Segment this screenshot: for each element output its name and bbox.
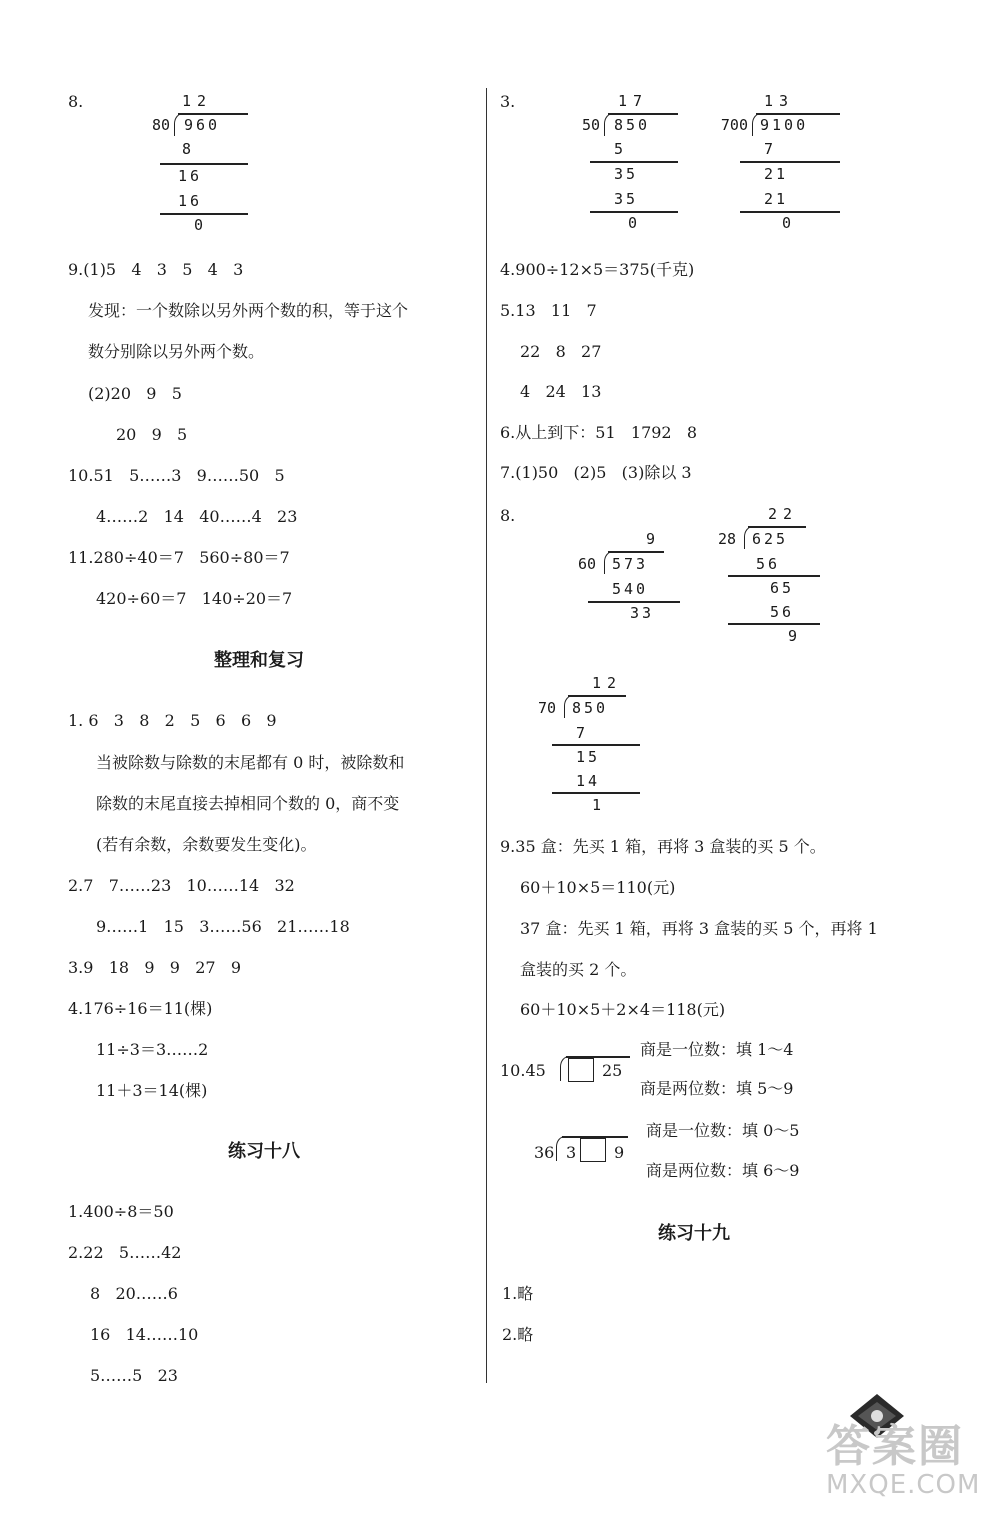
divisor: 50 [581, 116, 600, 134]
p2a: 2.22 5……42 [68, 1243, 182, 1262]
column-divider [486, 88, 487, 1383]
dividend: 850 [572, 699, 609, 717]
r2b: 9……1 15 3……56 21……18 [96, 917, 350, 936]
q9c: 37 盒：先买 1 箱，再将 3 盒装的买 5 个，再将 1 [520, 919, 878, 938]
dividend: 960 [184, 116, 221, 134]
q9d: 盒装的买 2 个。 [520, 960, 637, 979]
step-1: 7 [576, 724, 589, 742]
r1d: (若有余数，余数要发生变化)。 [96, 835, 317, 854]
step-4: 9 [788, 627, 801, 645]
step-rule [160, 213, 248, 215]
step-3: 16 [178, 192, 203, 210]
divisor: 60 [577, 555, 596, 573]
divisor: 70 [537, 699, 556, 717]
step-3: 56 [770, 603, 795, 621]
dividend: 573 [612, 555, 649, 573]
step-rule [552, 792, 640, 794]
step-3: 14 [576, 772, 601, 790]
divisor: 700 [720, 116, 748, 134]
step-4: 0 [194, 216, 207, 234]
vinculum [608, 113, 678, 115]
q4: 4.900÷12×5＝375(千克) [500, 260, 695, 279]
q9-1: 9.(1)5 4 3 5 4 3 [68, 260, 244, 279]
step-1: 8 [182, 140, 195, 158]
long-division [530, 676, 650, 816]
step-4: 0 [628, 214, 641, 232]
r2a: 2.7 7……23 10……14 32 [68, 876, 295, 895]
dividend: 850 [614, 116, 651, 134]
division-bracket [604, 113, 613, 136]
step-2: 15 [576, 748, 601, 766]
p2b: 8 20……6 [90, 1284, 178, 1303]
divisor: 80 [151, 116, 170, 134]
step-rule [728, 575, 820, 577]
vinculum [748, 526, 806, 528]
step-2: 35 [614, 165, 639, 183]
section-heading: 练习十九 [658, 1223, 730, 1244]
step-1: 5 [614, 140, 627, 158]
section-heading: 练习十八 [228, 1141, 300, 1162]
step-2: 65 [770, 579, 795, 597]
blank-box[interactable] [568, 1058, 594, 1082]
step-3: 35 [614, 190, 639, 208]
q10-note-2: 商是两位数：填 5～9 [640, 1079, 794, 1098]
quotient: 12 [592, 674, 623, 692]
dividend: 9100 [760, 116, 809, 134]
q5a: 5.13 11 7 [500, 301, 597, 320]
step-rule [590, 161, 678, 163]
step-3: 21 [764, 190, 789, 208]
q10-tail: 25 [602, 1061, 623, 1080]
q10a: 10.51 5……3 9……50 5 [68, 466, 285, 485]
division-bracket [174, 113, 183, 136]
q10-note-1: 商是一位数：填 1～4 [640, 1040, 794, 1059]
quotient: 9 [646, 530, 656, 548]
q10b: 4……2 14 40……4 23 [96, 507, 298, 526]
long-division [560, 94, 690, 239]
q9b: 60＋10×5＝110(元) [520, 878, 676, 897]
long-division [130, 94, 260, 239]
q8-label: 8. [500, 506, 516, 525]
watermark-url: MXQE.COM [826, 1470, 981, 1500]
step-rule [590, 211, 678, 213]
vinculum [608, 551, 664, 553]
r4a: 4.176÷16＝11(棵) [68, 999, 213, 1018]
q9a: 9.35 盒：先买 1 箱，再将 3 盒装的买 5 个。 [500, 837, 826, 856]
step-1: 56 [756, 555, 781, 573]
blank-box[interactable] [580, 1138, 606, 1162]
watermark-text: 答案圈 [826, 1421, 964, 1472]
q9-finding-1: 发现：一个数除以另外两个数的积，等于这个 [88, 301, 409, 320]
step-4: 1 [592, 796, 605, 814]
long-division [570, 532, 690, 627]
q9-finding-2: 数分别除以另外两个数。 [88, 342, 265, 361]
step-rule [728, 623, 820, 625]
step-1: 540 [612, 580, 649, 598]
r3: 3.9 18 9 9 27 9 [68, 958, 241, 977]
q9-2b: 20 9 5 [116, 425, 188, 444]
long-division [710, 507, 830, 647]
q7: 7.(1)50 (2)5 (3)除以 3 [500, 463, 692, 482]
q10-label: 10.45 [500, 1061, 546, 1080]
r4b: 11÷3＝3……2 [96, 1040, 209, 1059]
step-rule [740, 161, 840, 163]
q3-label: 3. [500, 92, 516, 111]
q10-head: 3 [566, 1143, 577, 1162]
q8-label: 8. [68, 92, 84, 111]
step-rule [552, 744, 640, 746]
p2c: 16 14……10 [90, 1325, 199, 1344]
step-2: 33 [630, 604, 655, 622]
q6: 6.从上到下：51 1792 8 [500, 423, 698, 442]
s2: 2.略 [502, 1325, 534, 1344]
q9e: 60＋10×5＋2×4＝118(元) [520, 1000, 726, 1019]
step-2: 21 [764, 165, 789, 183]
step-rule [160, 163, 248, 165]
q9-2a: (2)20 9 5 [88, 384, 182, 403]
dividend: 625 [752, 530, 789, 548]
q5c: 4 24 13 [520, 382, 602, 401]
q10-note-3: 商是一位数：填 0～5 [646, 1121, 800, 1140]
r1b: 当被除数与除数的末尾都有 0 时，被除数和 [96, 753, 405, 772]
section-heading: 整理和复习 [214, 650, 304, 671]
quotient: 22 [768, 505, 799, 523]
division-bracket [556, 1136, 565, 1161]
quotient: 13 [764, 92, 795, 110]
s1: 1.略 [502, 1284, 534, 1303]
q10-note-4: 商是两位数：填 6～9 [646, 1161, 800, 1180]
step-1: 7 [764, 140, 777, 158]
q11a: 11.280÷40＝7 560÷80＝7 [68, 548, 290, 567]
quotient: 12 [182, 92, 213, 110]
step-rule [588, 601, 680, 603]
r4c: 11＋3＝14(棵) [96, 1081, 208, 1100]
divisor: 28 [717, 530, 736, 548]
vinculum [568, 695, 626, 697]
long-division [700, 94, 850, 239]
r1a: 1. 6 3 8 2 5 6 6 9 [68, 711, 277, 730]
step-4: 0 [782, 214, 795, 232]
p1: 1.400÷8＝50 [68, 1202, 174, 1221]
q10-divisor: 36 [534, 1143, 555, 1162]
step-rule [740, 211, 840, 213]
q11b: 420÷60＝7 140÷20＝7 [96, 589, 293, 608]
q5b: 22 8 27 [520, 342, 602, 361]
vinculum [756, 113, 840, 115]
q10-tail: 9 [614, 1143, 625, 1162]
r1c: 除数的末尾直接去掉相同个数的 0，商不变 [96, 794, 400, 813]
vinculum [178, 113, 248, 115]
step-2: 16 [178, 167, 203, 185]
p2d: 5……5 23 [90, 1366, 178, 1385]
quotient: 17 [618, 92, 649, 110]
